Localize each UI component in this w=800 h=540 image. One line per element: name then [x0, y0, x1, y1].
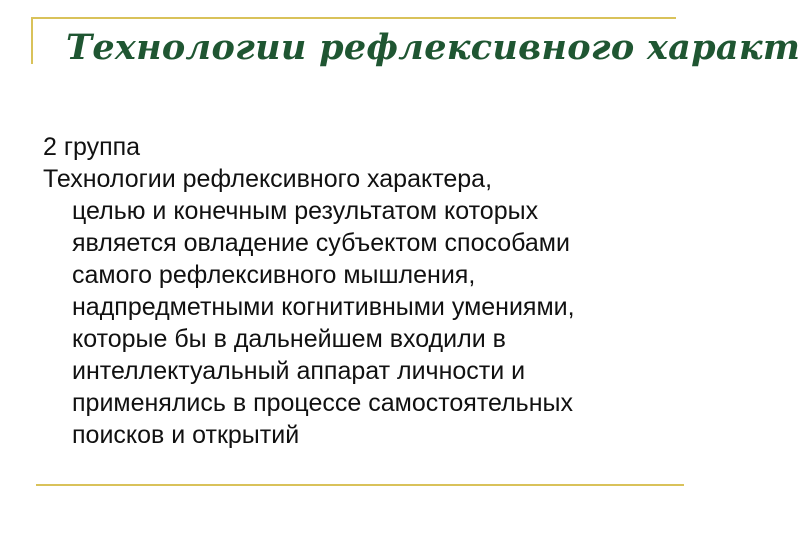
left-decorative-rule	[31, 17, 33, 64]
paragraph-line: интеллектуальный аппарат личности и	[72, 357, 526, 385]
slide-title: Технологии рефлексивного характ	[66, 27, 800, 68]
paragraph-line: Технологии рефлексивного характера,	[43, 165, 493, 193]
paragraph-line: надпредметными когнитивными умениями,	[72, 293, 575, 321]
paragraph-line: самого рефлексивного мышления,	[72, 261, 476, 289]
group-label: 2 группа	[43, 133, 141, 161]
paragraph-line: применялись в процессе самостоятельных	[72, 389, 573, 417]
paragraph-line: которые бы в дальнейшем входили в	[72, 325, 506, 353]
slide-body	[43, 131, 693, 451]
bottom-decorative-rule	[36, 484, 684, 486]
paragraph-line: целью и конечным результатом которых	[72, 197, 539, 225]
top-decorative-rule	[31, 17, 676, 19]
paragraph-line: поисков и открытий	[72, 421, 300, 449]
paragraph-line: является овладение субъектом способами	[72, 229, 570, 257]
